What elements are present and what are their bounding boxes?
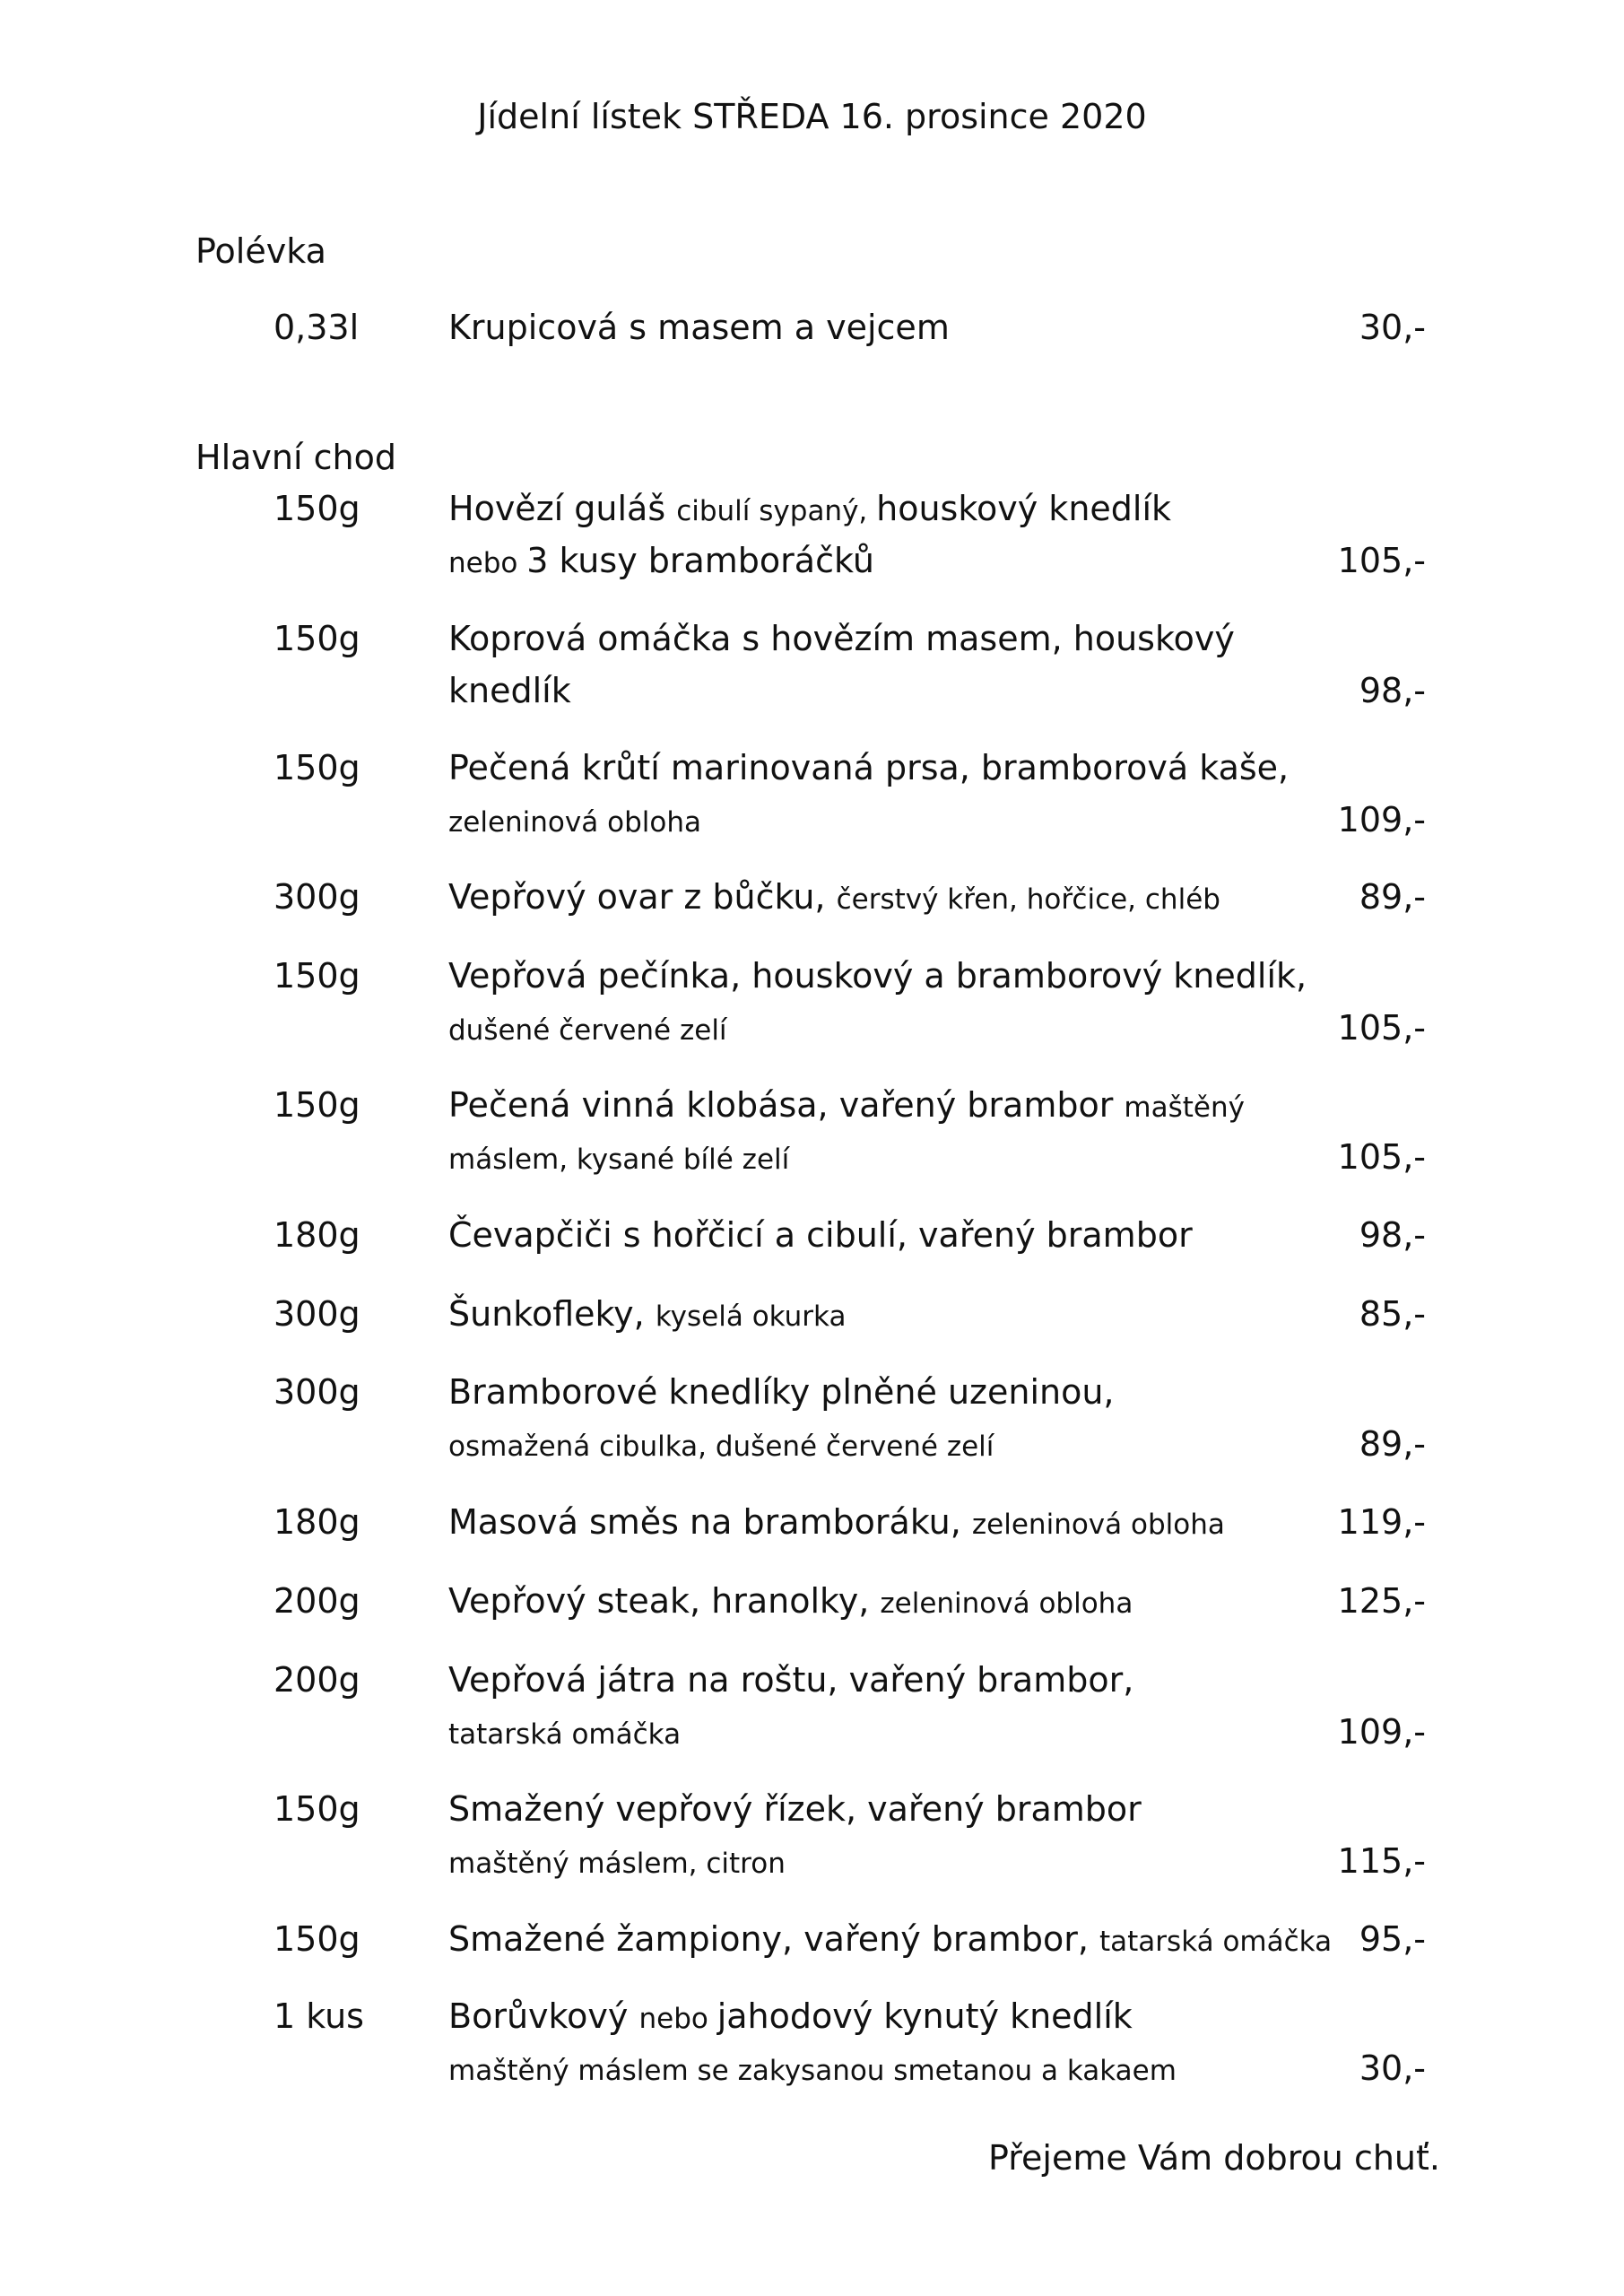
item-quantity: 150g bbox=[274, 1919, 360, 1959]
item-name: Vepřový steak, hranolky, bbox=[448, 1581, 881, 1621]
item-name: Vepřová játra na roštu, vařený brambor, bbox=[448, 1660, 1134, 1700]
item-side-note: tatarská omáčka bbox=[448, 1718, 682, 1751]
item-name: Vepřová pečínka, houskový a bramborový knedlík, bbox=[448, 956, 1307, 996]
item-name: Borůvkový bbox=[448, 1996, 639, 2036]
item-name: Koprová omáčka s hovězím masem, houskový bbox=[448, 619, 1235, 658]
item-price: 109,- bbox=[1337, 1712, 1426, 1752]
item-side-note: tatarská omáčka bbox=[1099, 1926, 1333, 1958]
item-name: Pečená vinná klobása, vařený brambor bbox=[448, 1085, 1125, 1125]
item-name: Smažený vepřový řízek, vařený brambor bbox=[448, 1789, 1142, 1829]
item-price: 115,- bbox=[1337, 1841, 1426, 1881]
item-price: 119,- bbox=[1337, 1502, 1426, 1542]
item-quantity: 300g bbox=[274, 1294, 360, 1334]
item-price: 125,- bbox=[1337, 1581, 1426, 1621]
section-heading-main: Hlavní chod bbox=[195, 438, 396, 477]
item-price: 30,- bbox=[1359, 308, 1426, 347]
item-side-note: kyselá okurka bbox=[655, 1300, 847, 1333]
item-price: 89,- bbox=[1359, 1424, 1426, 1464]
item-name: Šunkofleky, bbox=[448, 1294, 656, 1334]
item-name: Vepřový ovar z bůčku, bbox=[448, 877, 837, 917]
item-quantity: 150g bbox=[274, 1085, 360, 1125]
page-title: Jídelní lístek STŘEDA 16. prosince 2020 bbox=[477, 97, 1147, 136]
item-price: 105,- bbox=[1337, 1008, 1426, 1048]
item-side-note: čerstvý křen, hořčice, chléb bbox=[836, 883, 1220, 916]
item-quantity: 200g bbox=[274, 1581, 360, 1621]
item-name: Pečená krůtí marinovaná prsa, bramborová kaše, bbox=[448, 748, 1290, 787]
item-price: 105,- bbox=[1337, 541, 1426, 580]
item-price: 109,- bbox=[1337, 800, 1426, 839]
item-side-note: máslem, kysané bílé zelí bbox=[448, 1144, 790, 1176]
item-quantity: 180g bbox=[274, 1215, 360, 1255]
item-price: 30,- bbox=[1359, 2048, 1426, 2088]
item-name: Bramborové knedlíky plněné uzeninou, bbox=[448, 1372, 1115, 1412]
item-side-note: zeleninová obloha bbox=[448, 806, 701, 839]
item-quantity: 1 kus bbox=[274, 1996, 364, 2036]
closing-message: Přejeme Vám dobrou chuť. bbox=[988, 2138, 1440, 2178]
item-quantity: 200g bbox=[274, 1660, 360, 1700]
item-quantity: 300g bbox=[274, 877, 360, 917]
item-quantity: 300g bbox=[274, 1372, 360, 1412]
item-side-note: osmažená cibulka, dušené červené zelí bbox=[448, 1431, 994, 1463]
item-quantity: 180g bbox=[274, 1502, 360, 1542]
item-name: Čevapčiči s hořčicí a cibulí, vařený brambor bbox=[448, 1215, 1193, 1255]
item-side-note: maštěný máslem se zakysanou smetanou a kakaem bbox=[448, 2055, 1177, 2087]
item-side-note: nebo bbox=[448, 547, 527, 579]
item-quantity: 0,33l bbox=[274, 308, 360, 347]
item-side-note: zeleninová obloha bbox=[880, 1587, 1133, 1620]
item-side-note: zeleninová obloha bbox=[971, 1509, 1225, 1541]
item-price: 105,- bbox=[1337, 1137, 1426, 1177]
item-side-note: nebo bbox=[638, 2003, 717, 2035]
item-price: 85,- bbox=[1359, 1294, 1426, 1334]
item-name: knedlík bbox=[448, 671, 571, 710]
item-name: jahodový kynutý knedlík bbox=[716, 1996, 1133, 2036]
item-name: Hovězí guláš bbox=[448, 489, 677, 528]
item-price: 89,- bbox=[1359, 877, 1426, 917]
item-price: 95,- bbox=[1359, 1919, 1426, 1959]
item-side-note: maštěný máslem, citron bbox=[448, 1848, 786, 1880]
section-heading-soup: Polévka bbox=[195, 231, 326, 271]
item-price: 98,- bbox=[1359, 671, 1426, 710]
item-quantity: 150g bbox=[274, 619, 360, 658]
item-side-note: maštěný bbox=[1124, 1091, 1245, 1124]
item-name: houskový knedlík bbox=[876, 489, 1172, 528]
item-quantity: 150g bbox=[274, 489, 360, 528]
item-name: Smažené žampiony, vařený brambor, bbox=[448, 1919, 1099, 1959]
item-name: Masová směs na bramboráku, bbox=[448, 1502, 972, 1542]
item-quantity: 150g bbox=[274, 956, 360, 996]
item-description: Krupicová s masem a vejcem bbox=[448, 308, 950, 347]
item-side-note: dušené červené zelí bbox=[448, 1014, 727, 1047]
item-side-note: cibulí sypaný, bbox=[676, 495, 877, 527]
item-quantity: 150g bbox=[274, 748, 360, 787]
item-name: 3 kusy bramboráčků bbox=[526, 541, 874, 580]
item-quantity: 150g bbox=[274, 1789, 360, 1829]
item-price: 98,- bbox=[1359, 1215, 1426, 1255]
